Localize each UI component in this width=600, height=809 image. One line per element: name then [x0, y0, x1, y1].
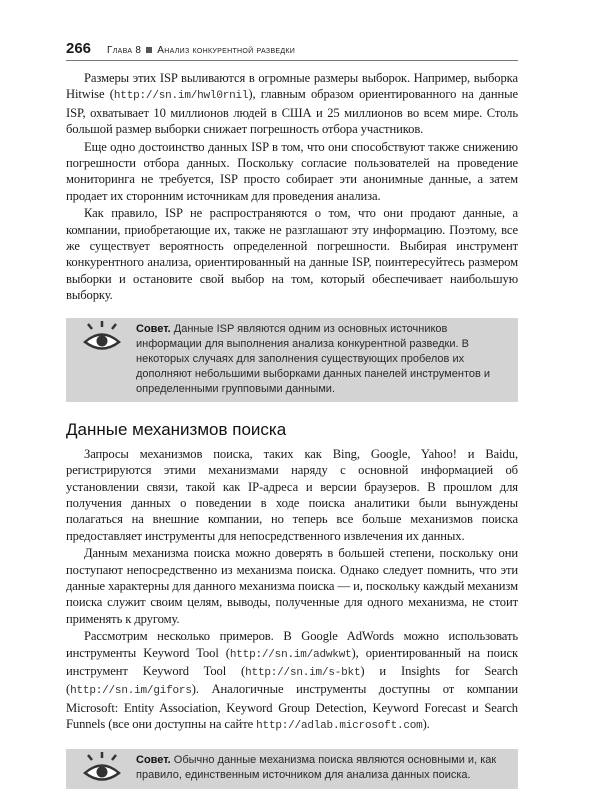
url-text: http://adlab.microsoft.com [256, 720, 423, 733]
text-run: ) и Insights for Search ( [66, 663, 518, 697]
tip-text: Обычно данные механизма поиска являются основными и, как правило, единственным источником для анализа данных поиска. [136, 753, 497, 781]
url-text: http://sn.im/gifors [70, 685, 192, 698]
text-run: Запросы механизмов поиска, таких как Bing, Google, Yahoo! и Baidu, регистрируются этими механизмами наряду с основной информацией об установлении связи, такой как IP-адреса и версии браузеров. В прошлом для получения данных о поведении в ходе поиска аналитики были вынуждены полагаться на внешние компании, но теперь все больше механизмов поиска предоставляет инструменты для непосредственного извлечения их данных. [66, 446, 518, 543]
tip-box [66, 318, 518, 402]
paragraph [66, 70, 518, 138]
text-run: Рассмотрим несколько примеров. В Google AdWords можно использовать инструменты Keyword Tool ( [66, 629, 518, 660]
text-run: ). [422, 717, 430, 732]
text-run: Данным механизма поиска можно доверять в большей степени, поскольку они поступают непосредственно из механизма поиска. Однако следует помнить, что эти данные характерны для данного механизма поиска — и, поскольку каждый механизм поиска служит своим целям, выводы, полученные для одного механизма, не стоит применять к другому. [66, 546, 518, 626]
text-run: ), ориентированный на поиск инструмент Keyword Tool ( [66, 645, 518, 678]
eye-icon [82, 321, 122, 355]
tip-box [66, 749, 518, 789]
tip-label: Совет. [136, 322, 171, 335]
url-text: http://sn.im/adwkwt [229, 648, 352, 661]
running-header [66, 40, 518, 61]
chapter-label: Глава 8 [107, 45, 142, 56]
paragraph [66, 139, 518, 205]
paragraph [66, 628, 518, 734]
paragraph [66, 205, 518, 303]
paragraph [66, 446, 518, 544]
separator-square [146, 47, 152, 53]
running-title [107, 45, 295, 56]
tip-text: Данные ISP являются одним из основных источников информации для выполнения анализа конкурентной разведки. В некоторых случаях для заполнения существующих пробелов их дополняют небольшими выборками данных панелей инструментов и определенными групповыми данными. [136, 322, 491, 395]
tip-label: Совет. [136, 753, 171, 766]
text-run: ). Аналогичные инструменты доступны от компании Microsoft: Entity Association, Keyword Group Detection, Keyword Forecast и Search Funnels (все они доступны на сайте [66, 682, 518, 732]
text-run: ), главным образом ориентированного на данные ISP, охватывает 10 миллионов людей в США и 25 миллионов во всем мире. Столь большой размер выборки снижает погрешность отбора участников. [66, 87, 518, 137]
text-run: Размеры этих ISP выливаются в огромные размеры выборок. Например, выборка Hitwise ( [66, 71, 518, 102]
paragraph [66, 545, 518, 627]
text-run: Как правило, ISP не распространяются о том, что они продают данные, а компании, приобретающие их, также не разглашают эту информацию. Поэтому, все же существует вероятность определенной погрешности. Выбирая инструмент конкурентного анализа, ориентированный на данные ISP, поинтересуйтесь размером выборки и остановите свой выбор на том, который обеспечивает наибольшую выборку. [66, 206, 518, 303]
section-heading: Данные механизмов поиска [66, 419, 287, 439]
page-column [66, 0, 518, 809]
page-number: 266 [66, 40, 92, 57]
text-run: Еще одно достоинство данных ISP в том, что они способствуют также снижению погрешности отбора данных. Поскольку согласие пользователей на проведение мониторинга не требуется, ISP просто собирает эти анонимные данные, а затем продает их сторонним источникам для проведения анализа. [66, 139, 518, 203]
chapter-title: Анализ конкурентной разведки [157, 45, 296, 56]
eye-icon [82, 752, 122, 786]
url-text: http://sn.im/hwl0rnil [113, 90, 249, 103]
url-text: http://sn.im/s-bkt [245, 666, 361, 679]
